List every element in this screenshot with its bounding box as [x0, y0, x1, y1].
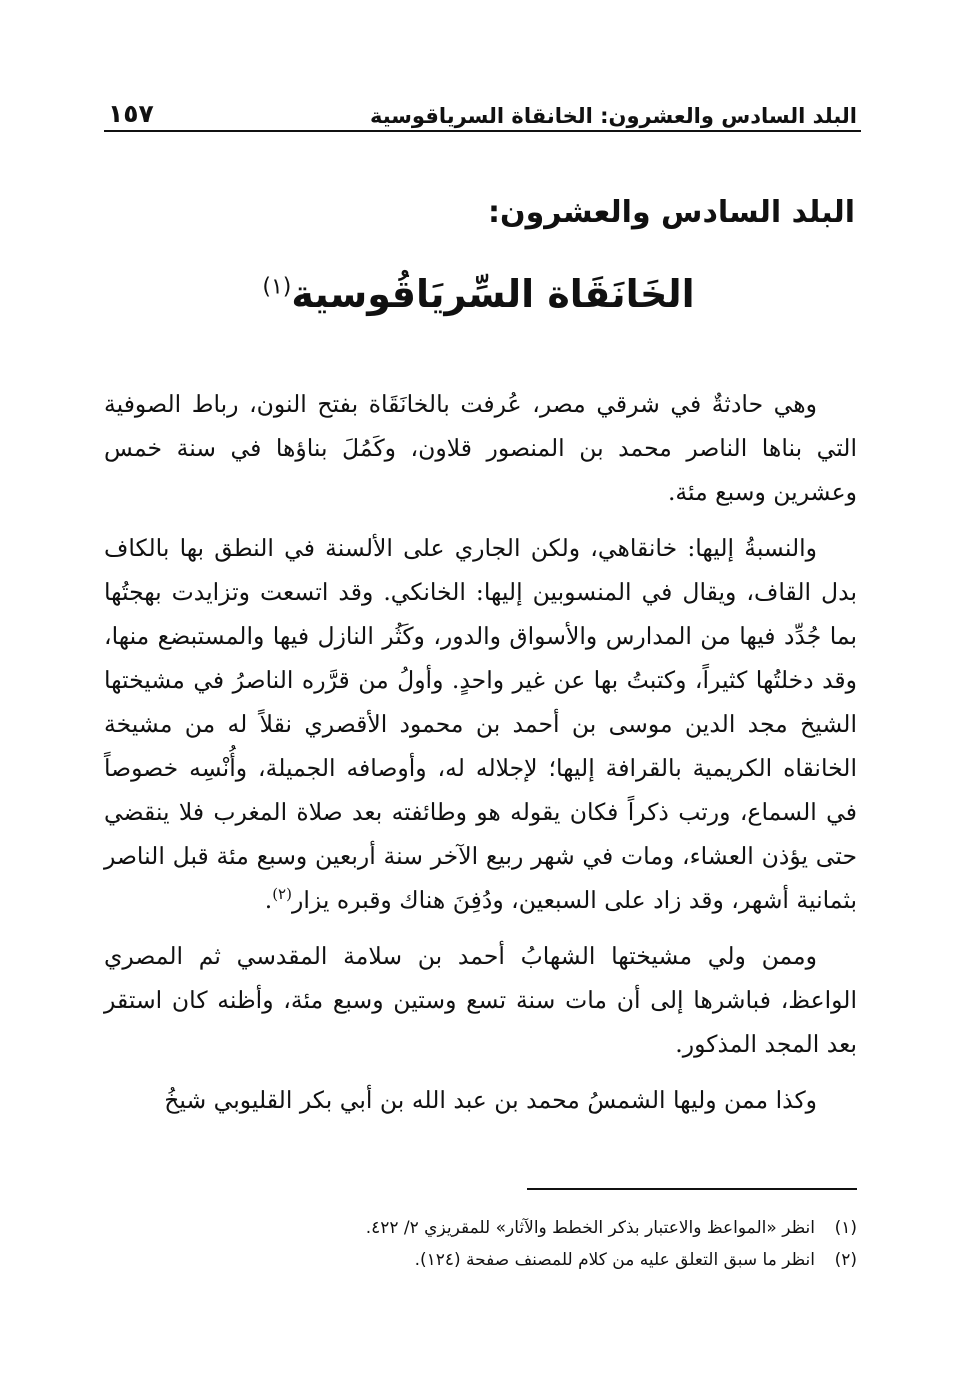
footnote-number: (٢)	[834, 1250, 857, 1270]
paragraph: وهي حادثةٌ في شرقي مصر، عُرفت بالخانَقَاة بفتح النون، رباط الصوفية التي بناها الناصر محمد بن المنصور قلاون، وكَمُلَ بناؤها في سنة خمس وعشرين وسبع مئة.	[104, 390, 857, 506]
running-title: البلد السادس والعشرون: الخانقاة السرياقوسية	[369, 104, 857, 128]
section-heading: البلد السادس والعشرون:	[488, 195, 855, 230]
footnote-reference: (٢)	[272, 885, 292, 904]
running-header	[108, 88, 857, 128]
paragraph: وممن ولي مشيختها الشهابُ أحمد بن سلامة المقدسي ثم المصري الواعظ، فباشرها إلى أن مات سنة تسع وستين وسبع مئة، وأظنه كان استقر بعد المجد المذكور.	[104, 942, 857, 1058]
footnote-rule	[527, 1188, 857, 1190]
page-title	[0, 272, 957, 316]
page-number: ١٥٧	[108, 99, 154, 128]
footnote	[104, 1244, 857, 1276]
footnote	[104, 1212, 857, 1244]
footnotes	[104, 1212, 857, 1276]
header-rule	[104, 130, 861, 132]
title-footnote-mark: (١)	[262, 274, 292, 300]
page-title-text: الخَانَقَاة السِّريَاقُوسية	[291, 272, 695, 316]
footnote-text: انظر ما سبق التعلق عليه من كلام للمصنف صفحة (١٢٤).	[414, 1250, 815, 1270]
paragraph-text: والنسبةُ إليها: خانقاهي، ولكن الجاري على الألسنة في النطق بها بالكاف بدل القاف، ويقال في المنسوبين إليها: الخانكي. وقد اتسعت وتزايدت بهجتُها بما جُدِّد فيها من المدارس والأسواق والدور، وكَثُر النازل فيها والمستبضع منها، وقد دخلتُها كثيراً، وكتبتُ بها عن غير واحدٍ. وأولُ من قرَّره الناصرُ في مشيختها الشيخ مجد الدين موسى بن أحمد بن محمود الأقصري نقلاً له من مشيخة الخانقاه الكريمية بالقرافة إليها؛ لإجلاله له، وأوصافه الجميلة، وأُنْسِه خصوصاً في السماع، ورتب ذكراً فكان يقوله هو وطائفته بعد صلاة المغرب فلا ينقضي حتى يؤذن العشاء، ومات في شهر ربيع الآخر سنة أربعين وسبع مئة قبل الناصر بثمانية أشهر، وقد زاد على السبعين، ودُفِنَ هناك وقبره يزار	[104, 534, 857, 914]
paragraph	[104, 526, 857, 922]
paragraph: وكذا ممن وليها الشمسُ محمد بن عبد الله بن أبي بكر القليوبي شيخُ	[164, 1086, 817, 1114]
footnote-text: انظر «المواعظ والاعتبار بذكر الخطط والآثار» للمقريزي ٢/ ٤٢٢.	[365, 1218, 815, 1238]
body-text	[104, 382, 857, 1134]
footnote-number: (١)	[834, 1218, 857, 1238]
paragraph-tail: .	[264, 886, 273, 914]
